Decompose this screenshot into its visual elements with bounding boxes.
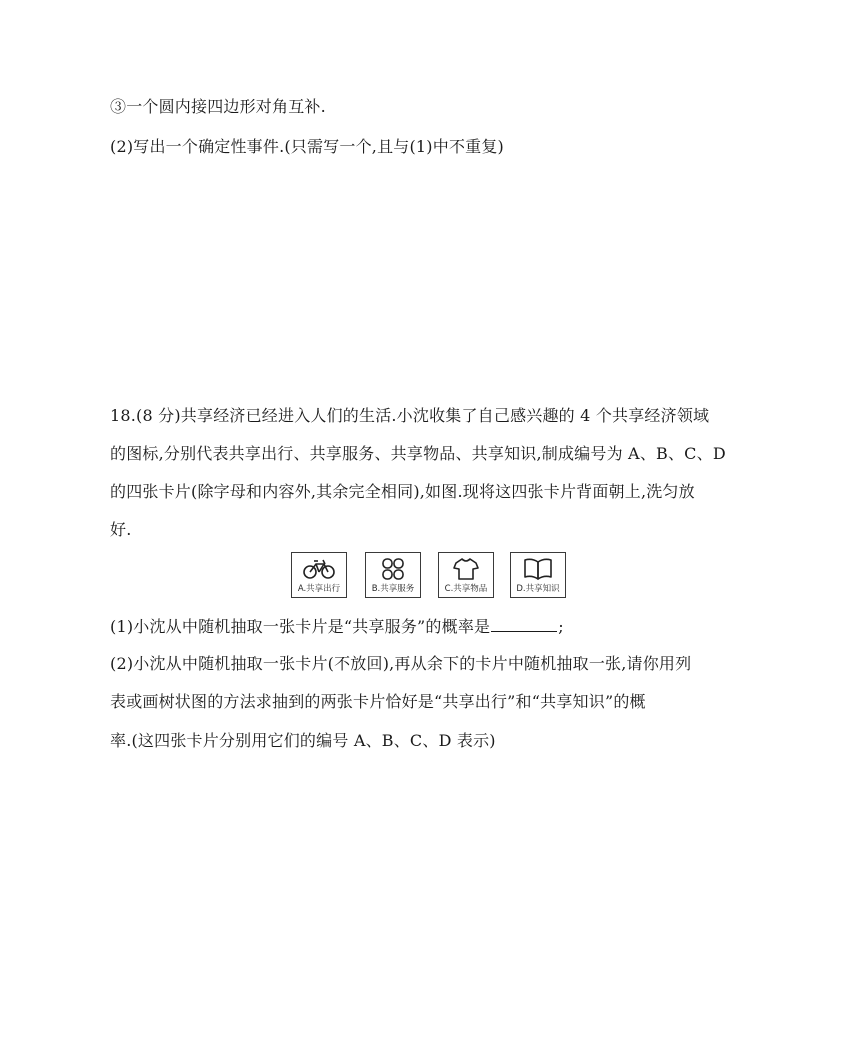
- card-c-label: C.共享物品: [444, 584, 488, 594]
- card-b-label: B.共享服务: [371, 584, 415, 594]
- card-c: [438, 552, 494, 598]
- card-b: [365, 552, 421, 598]
- answer-blank[interactable]: [491, 615, 557, 632]
- question-18-line-4: 好.: [110, 520, 132, 539]
- statement-3: ③一个圆内接四边形对角互补.: [110, 97, 326, 116]
- question-part-2: (2)写出一个确定性事件.(只需写一个,且与(1)中不重复): [110, 137, 504, 156]
- question-18-line-1: 18.(8 分)共享经济已经进入人们的生活.小沈收集了自己感兴趣的 4 个共享经济领域: [110, 406, 710, 425]
- question-18-part-2-line-2: 表或画树状图的方法求抽到的两张卡片恰好是“共享出行”和“共享知识”的概: [110, 692, 646, 711]
- bicycle-icon: [302, 557, 336, 581]
- tshirt-icon: [452, 557, 480, 581]
- question-18-line-2: 的图标,分别代表共享出行、共享服务、共享物品、共享知识,制成编号为 A、B、C、D: [110, 444, 726, 463]
- part-1-text: (1)小沈从中随机抽取一张卡片是“共享服务”的概率是: [110, 617, 491, 636]
- part-1-suffix: ;: [558, 617, 564, 636]
- clover-icon: [380, 557, 406, 581]
- question-18-part-2-line-1: (2)小沈从中随机抽取一张卡片(不放回),再从余下的卡片中随机抽取一张,请你用列: [110, 654, 692, 673]
- question-18-part-1: [110, 615, 564, 637]
- question-18-part-2-line-3: 率.(这四张卡片分别用它们的编号 A、B、C、D 表示): [110, 731, 496, 750]
- card-a: [291, 552, 347, 598]
- card-a-label: A.共享出行: [297, 584, 341, 594]
- card-d-label: D.共享知识: [516, 584, 560, 594]
- card-d: [510, 552, 566, 598]
- book-icon: [523, 557, 553, 581]
- card-figure: [291, 552, 571, 600]
- question-18-line-3: 的四张卡片(除字母和内容外,其余完全相同),如图.现将这四张卡片背面朝上,洗匀放: [110, 482, 695, 501]
